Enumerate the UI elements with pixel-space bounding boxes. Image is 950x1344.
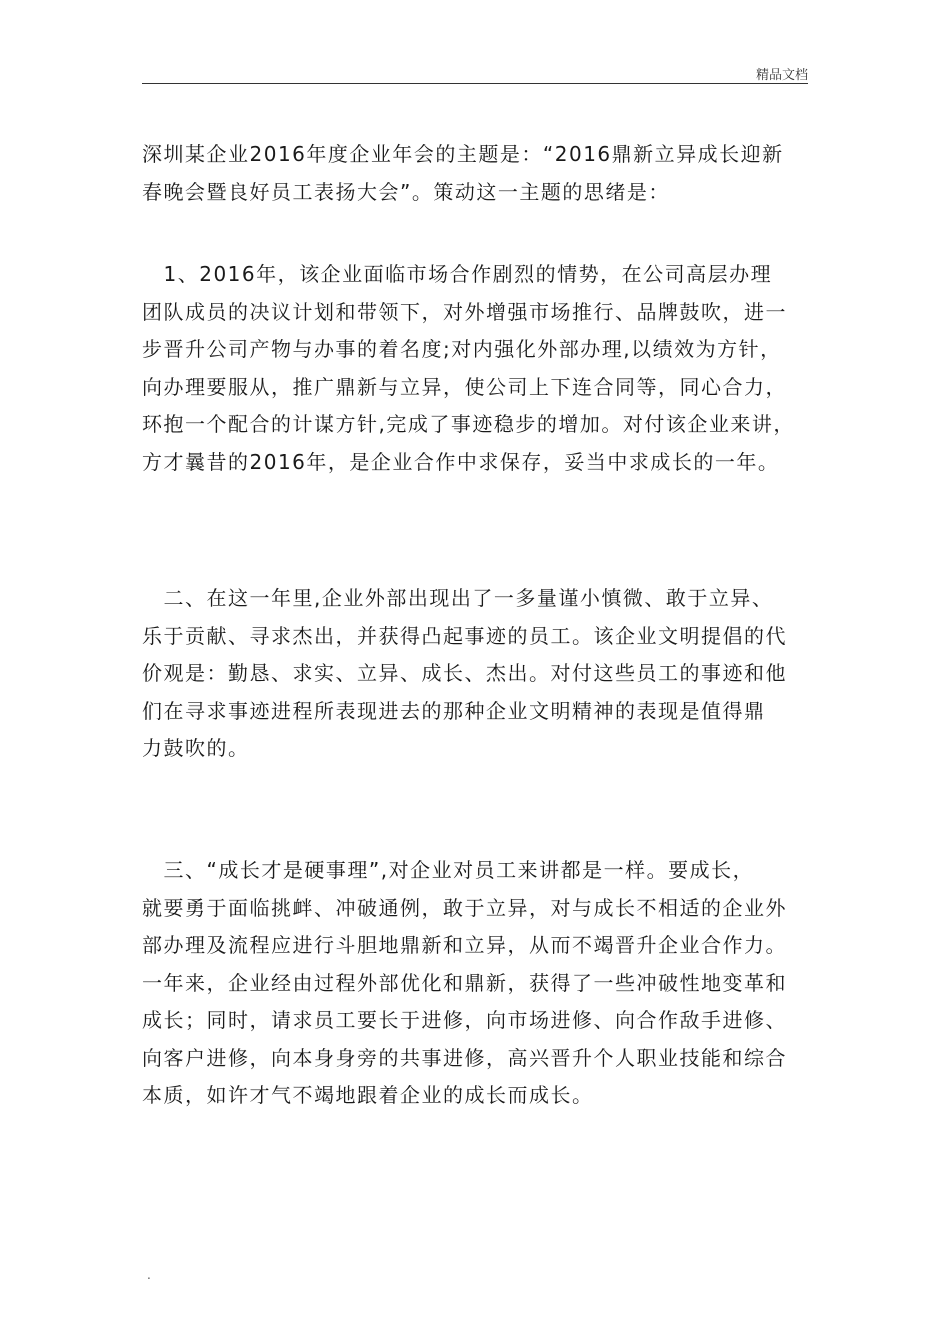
text-line: 力鼓吹的。 — [142, 736, 250, 760]
text-line: 部办理及流程应进行斗胆地鼎新和立异，从而不竭晋升企业合作力。 — [142, 933, 787, 957]
text-line: 二、在这一年里,企业外部出现出了一多量谨小慎微、敢于立异、 — [142, 586, 774, 610]
text-line: 环抱一个配合的计谋方针,完成了事迹稳步的增加。对付该企业来讲， — [142, 412, 795, 436]
header-rule — [142, 83, 808, 84]
text-line: 成长；同时，请求员工要长于进修，向市场进修、向合作敌手进修、 — [142, 1008, 787, 1032]
paragraph-intro — [142, 136, 814, 211]
text-line: 价观是：勤恳、求实、立异、成长、杰出。对付这些员工的事迹和他 — [142, 661, 787, 685]
text-line: 团队成员的决议计划和带领下，对外增强市场推行、品牌鼓吹，进一 — [142, 299, 787, 324]
text-line: 向客户进修，向本身身旁的共事进修，高兴晋升个人职业技能和综合 — [142, 1045, 787, 1070]
text-line: 一年来，企业经由过程外部优化和鼎新，获得了一些冲破性地变革和 — [142, 970, 787, 995]
paragraph-point-3 — [142, 852, 814, 1115]
text-line: 春晚会暨良好员工表扬大会”。策动这一主题的思绪是： — [142, 179, 670, 204]
text-line: 向办理要服从，推广鼎新与立异，使公司上下连合同等，同心合力， — [142, 374, 787, 399]
text-line: 步晋升公司产物与办事的着名度;对内强化外部办理,以绩效为方针， — [142, 337, 782, 361]
footer-mark: . — [147, 1268, 151, 1282]
text-line: 就要勇于面临挑衅、冲破通例，敢于立异，对与成长不相适的企业外 — [142, 895, 787, 920]
paragraph-point-1 — [142, 256, 814, 481]
text-line: 们在寻求事迹进程所表现进去的那种企业文明精神的表现是值得鼎 — [142, 698, 766, 723]
text-line: 乐于贡献、寻求杰出，并获得凸起事迹的员工。该企业文明提倡的代 — [142, 623, 787, 648]
header-label: 精品文档 — [755, 68, 808, 83]
text-line: 三、“成长才是硬事理”,对企业对员工来讲都是一样。要成长， — [142, 858, 755, 882]
text-line: 深圳某企业2016年度企业年会的主题是：“2016鼎新立异成长迎新 — [142, 142, 784, 166]
paragraph-point-2 — [142, 580, 814, 768]
text-line: 方才曩昔的2016年，是企业合作中求保存，妥当中求成长的一年。 — [142, 449, 780, 474]
text-line: 本质，如许才气不竭地跟着企业的成长而成长。 — [142, 1083, 594, 1107]
text-line: 1、2016年，该企业面临市场合作剧烈的情势，在公司高层办理 — [142, 262, 773, 286]
